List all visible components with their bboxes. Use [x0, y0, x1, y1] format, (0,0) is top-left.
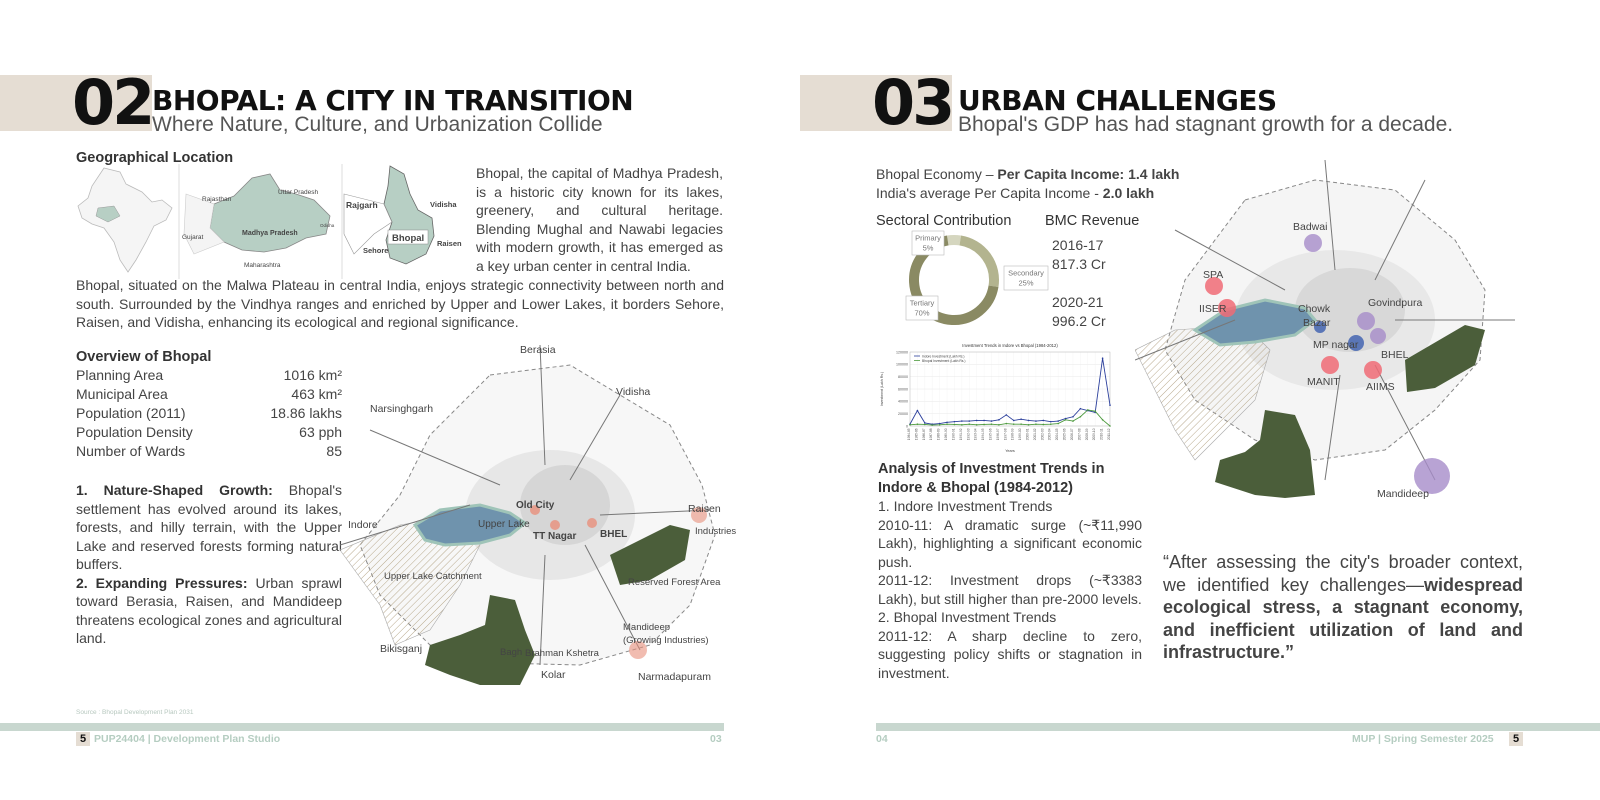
x-tick-label: 2000-01	[1025, 428, 1030, 441]
data-point	[1020, 423, 1022, 425]
stat-row	[76, 423, 342, 442]
point2-text: Urban sprawl toward Berasia, Raisen, and Mandideep threatens ecological zones and agricultural land.	[76, 574, 342, 646]
data-point	[924, 424, 926, 426]
label-bikisganj: Bikisganj	[380, 643, 423, 655]
label-upper-lake: Upper Lake	[478, 519, 530, 530]
x-tick-label: 1990-91	[951, 428, 956, 441]
label-mandideep-sub: (Growing Industries)	[623, 635, 709, 646]
dist-label-rajgarh: Rajgarh	[346, 200, 378, 210]
economy-line-1: Bhopal Economy – Per Capita Income: 1.4 lakh	[876, 166, 1180, 182]
donut-label-pct: 5%	[922, 243, 934, 253]
data-point	[917, 410, 919, 412]
x-tick-label: 2002-03	[1040, 428, 1045, 441]
source-note: Source : Bhopal Development Plan 2031	[76, 709, 194, 716]
donut-label-name: Primary	[915, 233, 941, 243]
y-tick-label: 80000	[898, 374, 908, 379]
data-point	[1035, 423, 1037, 425]
mp-map	[210, 174, 330, 252]
analysis-line: 1. Indore Investment Trends	[878, 498, 1053, 514]
label-raisen: Raisen	[688, 503, 721, 515]
stat-row	[76, 366, 342, 385]
page-subtitle: Bhopal's GDP has had stagnant growth for a decade.	[958, 113, 1454, 136]
x-axis-label: Years	[1005, 449, 1015, 453]
y-tick-label: 40000	[898, 399, 908, 404]
data-point	[998, 424, 1000, 426]
data-point	[1109, 404, 1111, 406]
economy-line-2: India's average Per Capita Income - 2.0 lakh	[876, 185, 1155, 201]
label-mp-nagar: MP nagar	[1313, 339, 1359, 351]
locator-maps	[74, 164, 474, 279]
data-point	[961, 424, 963, 426]
y-tick-label: 0	[906, 424, 908, 429]
stat-value: 18.86 lakhs	[270, 405, 342, 421]
overview-stats	[76, 366, 342, 461]
analysis-line: 2010-11: A dramatic surge (~₹11,990 Lakh), highlighting a significant economic push.	[878, 516, 1142, 570]
label-kolar: Kolar	[541, 669, 566, 681]
x-tick-label: 1993-94	[973, 428, 978, 441]
data-point	[1094, 410, 1096, 412]
label-mandideep: Mandideep	[1377, 488, 1429, 500]
stat-value: 463 km²	[291, 386, 342, 402]
page-title: BHOPAL: A CITY IN TRANSITION	[152, 84, 634, 117]
data-point	[1102, 419, 1104, 421]
footer-text: MUP | Spring Semester 2025	[1352, 733, 1494, 745]
geo-heading: Geographical Location	[76, 150, 234, 166]
y-tick-label: 100000	[896, 362, 908, 367]
data-point	[1080, 416, 1082, 418]
data-point	[1072, 420, 1074, 422]
x-tick-label: 2008-09	[1084, 428, 1089, 441]
stat-row	[76, 385, 342, 404]
data-point	[983, 420, 985, 422]
data-point	[924, 422, 926, 424]
page-subtitle: Where Nature, Culture, and Urbanization Collide	[152, 113, 603, 136]
x-tick-label: 1984-85	[907, 428, 911, 441]
label-upper-lake-catchment: Upper Lake Catchment	[384, 571, 482, 582]
x-tick-label: 2006-07	[1069, 428, 1074, 441]
x-tick-label: 1997-98	[1003, 428, 1008, 441]
dist-label-vidisha: Vidisha	[430, 200, 457, 209]
data-point	[1057, 423, 1059, 425]
data-point	[1028, 420, 1030, 422]
data-point	[1065, 419, 1067, 421]
data-point	[1087, 409, 1089, 411]
stat-label: Number of Wards	[76, 443, 186, 459]
stat-label: Population Density	[76, 424, 193, 440]
bmc-year-1: 2016-17	[1052, 237, 1104, 253]
page-badge: 5	[1509, 732, 1523, 746]
data-point	[1050, 421, 1052, 423]
footer-bar	[0, 723, 724, 731]
point1-text: Bhopal's settlement has evolved around its lakes, forests, and hilly terrain, with the Upper Lake and reserved forests forming natural buffers.	[76, 482, 343, 572]
mp-label-maha: Maharashtra	[244, 262, 281, 269]
data-point	[1109, 425, 1111, 427]
data-point	[917, 423, 919, 425]
data-point	[1102, 357, 1104, 359]
quote-highlight: widespread ecological stress, a stagnant economy, and inefficient utilization of land and infrastructure.”	[1163, 574, 1523, 662]
label-narmadapuram: Narmadapuram	[638, 671, 711, 683]
label-indore: Indore	[348, 519, 378, 531]
dist-label-bhopal: Bhopal	[392, 233, 425, 244]
y-axis-label: Investment (Lakh Rs.)	[880, 371, 884, 407]
series-line-indore	[910, 358, 1110, 424]
data-point	[991, 420, 993, 422]
label-reserved-forest: Reserved Forest Area	[628, 577, 721, 588]
label-tt-nagar: TT Nagar	[533, 531, 577, 542]
investment-trend-chart	[878, 342, 1118, 454]
stat-row	[76, 442, 342, 461]
data-point	[968, 420, 970, 422]
footer-page-number: 04	[876, 733, 888, 745]
label-bhel: BHEL	[1381, 349, 1409, 361]
point1-heading: 1. Nature-Shaped Growth:	[76, 482, 273, 498]
overview-heading: Overview of Bhopal	[76, 349, 212, 365]
x-tick-label: 2011-12	[1107, 428, 1111, 440]
stat-label: Planning Area	[76, 367, 164, 383]
x-tick-label: 1991-92	[958, 428, 963, 441]
x-tick-label: 2001-02	[1032, 428, 1037, 441]
x-tick-label: 1989-90	[944, 428, 949, 441]
data-point	[939, 424, 941, 426]
analysis-line: 2011-12: Investment drops (~₹3383 Lakh), but still higher than pre-2000 levels.	[878, 572, 1142, 607]
label-old-city: Old City	[516, 500, 555, 511]
mp-label-guj: Gujarat	[182, 234, 204, 241]
x-tick-label: 1987-88	[929, 428, 934, 441]
data-point	[961, 420, 963, 422]
stat-value: 85	[326, 443, 342, 459]
challenges-quote	[1163, 551, 1523, 664]
analysis-heading: Analysis of Investment Trends in Indore & Bhopal (1984-2012)	[878, 461, 1105, 496]
x-tick-label: 1986-87	[921, 428, 926, 441]
page-title: URBAN CHALLENGES	[958, 84, 1277, 117]
data-point	[946, 423, 948, 425]
x-tick-label: 1988-89	[936, 428, 941, 441]
data-point	[954, 421, 956, 423]
stat-value: 63 pph	[299, 424, 342, 440]
data-point	[954, 424, 956, 426]
chart-title: Investment Trends in Indore vs Bhopal (1984-2012)	[962, 343, 1058, 348]
bmc-heading: BMC Revenue	[1045, 213, 1140, 229]
label-badwai: Badwai	[1293, 221, 1328, 233]
point2-heading: 2. Expanding Pressures:	[76, 574, 248, 591]
x-tick-label: 1999-00	[1018, 428, 1023, 441]
bhopal-regional-map	[340, 345, 740, 705]
data-point	[1050, 423, 1052, 425]
analysis-line: 2011-12: A sharp decline to zero, suggesting policy shifts or stagnation in investment.	[878, 627, 1142, 681]
y-tick-label: 20000	[898, 411, 908, 416]
bhopal-district-map	[384, 166, 434, 264]
x-tick-label: 2009-10	[1092, 428, 1097, 441]
label-aiims: AIIMS	[1366, 381, 1395, 393]
x-tick-label: 1985-86	[914, 428, 919, 441]
stat-row	[76, 404, 342, 423]
label-mandideep: Mandideep	[623, 622, 671, 633]
donut-label-name: Secondary	[1008, 268, 1044, 278]
donut-label-name: Tertiary	[909, 298, 935, 308]
section-number: 02	[72, 66, 153, 139]
mp-label-up: Uttar Pradesh	[278, 189, 319, 196]
data-point	[1013, 423, 1015, 425]
data-point	[991, 423, 993, 425]
india-map	[78, 168, 172, 272]
x-tick-label: 2003-04	[1047, 428, 1052, 441]
footer-text: PUP24404 | Development Plan Studio	[94, 733, 281, 745]
quote-text: “After assessing the city's broader context, we identified key challenges—	[1163, 552, 1523, 595]
economy-summary	[876, 165, 1179, 203]
stat-label: Municipal Area	[76, 386, 168, 402]
data-point	[976, 420, 978, 422]
right-page	[800, 0, 1600, 800]
intro-paragraph: Bhopal, the capital of Madhya Pradesh, is a historic city known for its lakes, greenery, and cultural heritage. Blending Mughal and Nawabi legacies with modern growth, it has emerged as a key urban center in central India.	[476, 165, 723, 274]
label-spa: SPA	[1203, 269, 1224, 281]
data-point	[1080, 408, 1082, 410]
data-point	[1072, 416, 1074, 418]
footer-page-number: 03	[710, 733, 722, 745]
analysis-line: 2. Bhopal Investment Trends	[878, 609, 1057, 625]
section-number: 03	[872, 66, 953, 139]
donut-label-pct: 70%	[914, 308, 930, 318]
dist-label-raisen: Raisen	[437, 239, 462, 248]
bmc-year-2: 2020-21	[1052, 294, 1104, 310]
data-point	[1028, 424, 1030, 426]
label-bazar: Bazar	[1303, 317, 1331, 329]
data-point	[1057, 420, 1059, 422]
legend-entry: Bhopal Investment (Lakh Rs.)	[922, 358, 966, 363]
label-chowk: Chowk	[1298, 303, 1331, 315]
data-point	[1020, 418, 1022, 420]
data-point	[1005, 414, 1007, 416]
x-tick-label: 2007-08	[1077, 428, 1082, 441]
label-industries: Industries	[695, 526, 737, 537]
data-point	[998, 419, 1000, 421]
page-badge: 5	[76, 732, 90, 746]
x-tick-label: 1996-97	[995, 428, 1000, 441]
growth-points	[76, 481, 342, 648]
donut-label-pct: 25%	[1018, 278, 1034, 288]
legend-entry: Indore Investment (Lakh Rs.)	[922, 354, 965, 359]
x-tick-label: 1998-99	[1010, 428, 1015, 441]
x-tick-label: 1994-95	[981, 428, 986, 441]
mp-label-mp: Madhya Pradesh	[242, 230, 298, 237]
x-tick-label: 2004-05	[1055, 428, 1060, 441]
x-tick-label: 1992-93	[966, 428, 971, 441]
label-manit: MANIT	[1307, 376, 1340, 388]
label-narsinghgarh: Narsinghgarh	[370, 403, 434, 415]
x-tick-label: 2010-11	[1099, 428, 1104, 440]
data-point	[1035, 420, 1037, 422]
stat-value: 1016 km²	[283, 367, 342, 383]
y-tick-label: 120000	[896, 350, 908, 355]
label-bagh: Bagh	[500, 647, 523, 658]
dist-label-sehore: Sehore	[363, 246, 389, 255]
mp-label-raj: Rajasthan	[202, 196, 232, 203]
footer-bar	[876, 723, 1600, 731]
label-iiser: IISER	[1199, 303, 1227, 315]
data-point	[983, 424, 985, 426]
label-bhel: BHEL	[600, 529, 628, 540]
label-govindpura: Govindpura	[1368, 297, 1423, 309]
y-tick-label: 60000	[898, 387, 908, 392]
data-point	[1013, 420, 1015, 422]
x-tick-label: 1995-96	[988, 428, 993, 441]
stat-label: Population (2011)	[76, 405, 186, 421]
sectoral-heading: Sectoral Contribution	[876, 213, 1012, 229]
label-vidisha: Vidisha	[616, 386, 651, 398]
data-point	[946, 422, 948, 424]
data-point	[968, 423, 970, 425]
data-point	[931, 424, 933, 426]
data-point	[909, 424, 911, 426]
mp-label-odisha: Odisha	[320, 223, 335, 228]
data-point	[1005, 423, 1007, 425]
label-brahman-kshetra: Brahman Kshetra	[525, 648, 599, 659]
data-point	[1043, 424, 1045, 426]
x-tick-label: 2005-06	[1062, 428, 1067, 441]
donut-slice-secondary	[960, 240, 994, 286]
label-berasia: Berasia	[520, 345, 556, 356]
data-point	[976, 424, 978, 426]
bmc-value-1: 817.3 Cr	[1052, 256, 1106, 272]
bmc-value-2: 996.2 Cr	[1052, 313, 1106, 329]
analysis-text	[878, 497, 1142, 682]
city-challenges-map	[1135, 160, 1525, 510]
location-paragraph: Bhopal, situated on the Malwa Plateau in central India, enjoys strategic connectivity between north and south. Surrounded by the Vindhya ranges and enriched by Upper and Lower Lakes, it borders Sehore, Raisen, and Vidisha, enhancing its ecological and regional significance.	[76, 277, 724, 330]
data-point	[1043, 420, 1045, 422]
